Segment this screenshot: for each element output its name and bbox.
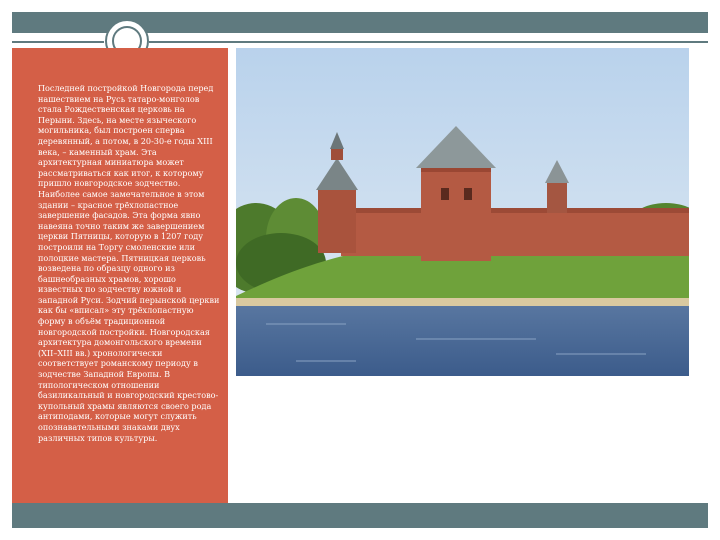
header-rule-left (12, 41, 104, 43)
sand-shore (236, 298, 689, 306)
kremlin-photo (236, 48, 689, 376)
kremlin-wall (341, 208, 689, 256)
header-rule-right (149, 41, 708, 43)
kremlin-photo-drawing (236, 48, 689, 376)
bottom-band (12, 503, 708, 528)
slide-body-text: Последней постройкой Новгорода перед нашествием на Русь татаро-монголов стала Рождественская церковь на Перыни. Здесь, на месте языческого могильника, был построен сперва деревянный, а потом, в 20-30-е годы XIII века, – каменный храм. Эта архитектурная миниатюра может рассматриваться как итог, к которому пришло новгородское зодчество. Наиболее самое замечательное в этом здании – красное трёхлопастное завершение фасадов. Эта форма явно навеяна точно таким же завершением церкви Пятницы, которую в 1207 году построили на Торгу смоленские или полоцкие мастера. Пятницкая церковь возведена по образцу одного из башнеобразных храмов, хорошо известных по зодчеству южной и западной Руси. Зодчий перынской церкви как бы «вписал» эту трёхлопастную форму в объём традиционной новгородской постройки. Новгородская архитектура домонгольского времени (XII–XIII вв.) хронологически соответствует романскому периоду в зодчестве Западной Европы. В типологическом отношении базиликальный и новгородский крестово-купольный храмы являются своего рода антиподами, которые могут служить опознавательными знаками двух различных типов культуры. (38, 83, 220, 443)
river (236, 306, 689, 376)
